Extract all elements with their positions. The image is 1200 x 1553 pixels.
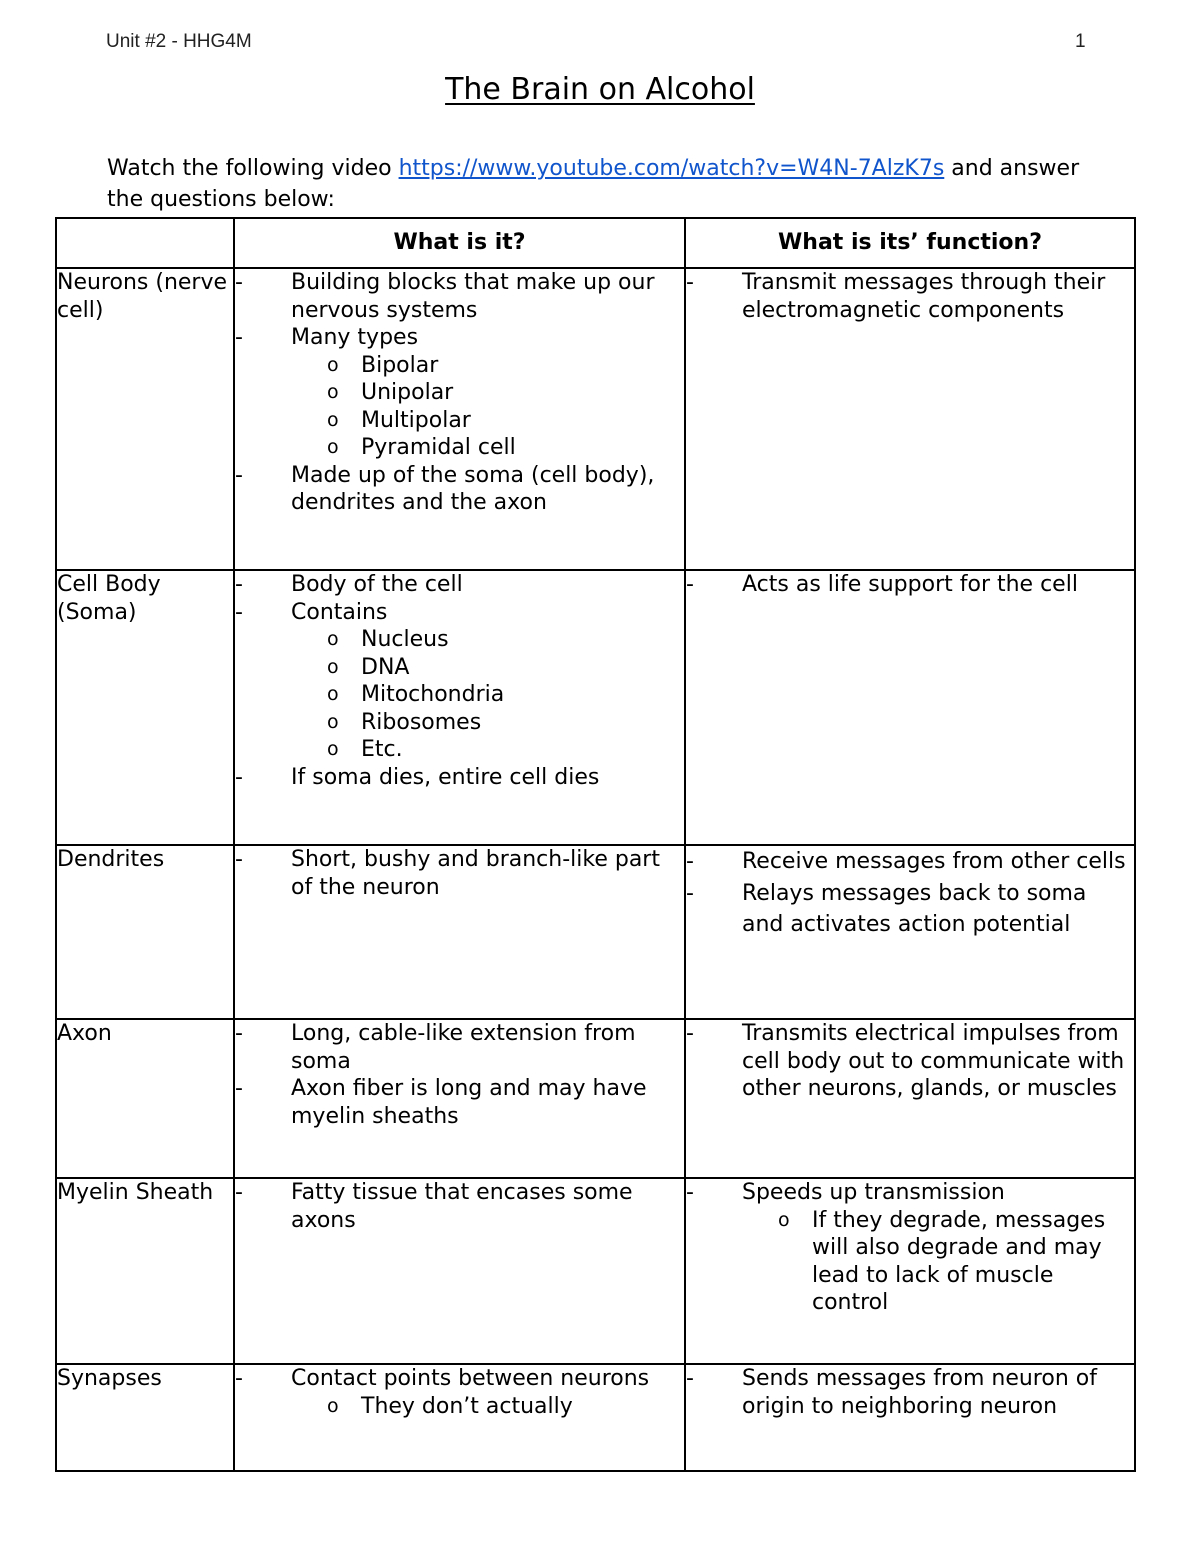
- sub-list-item: o Etc.: [327, 737, 403, 762]
- list-item: - If soma dies, entire cell dies: [235, 764, 600, 790]
- sub-list-item: o They don’t actually: [327, 1393, 573, 1419]
- list-item: - Long, cable-like extension from soma: [235, 1021, 636, 1074]
- function-cell: [685, 1364, 1135, 1471]
- sub-list-item: o Nucleus: [327, 627, 449, 652]
- what-cell: [234, 845, 685, 1019]
- sub-list-item: o Multipolar: [327, 407, 471, 433]
- row-term: Neurons (nerve cell): [56, 268, 234, 570]
- sub-list-item: o Bipolar: [327, 352, 439, 378]
- what-cell: [234, 1178, 685, 1364]
- list-item: - Many types o Bipolar o Unipolar o Multipolar o Pyramidal cell: [235, 324, 684, 462]
- sub-list-item: o Ribosomes: [327, 709, 482, 735]
- function-cell: [685, 1178, 1135, 1364]
- sub-list-item: o Unipolar: [327, 380, 454, 405]
- row-term: Dendrites: [56, 845, 234, 1019]
- list-item: - Contains o Nucleus o DNA o Mitochondria o Ribosomes o Etc.: [235, 599, 684, 764]
- header-blank-cell: [56, 218, 234, 268]
- page-number: 1: [1075, 31, 1086, 52]
- list-item: - Sends messages from neuron of origin to neighboring neuron: [686, 1366, 1097, 1419]
- list-item: - Relays messages back to soma and activates action potential: [686, 880, 1087, 937]
- row-term: Myelin Sheath: [56, 1178, 234, 1364]
- table-row: [56, 1178, 1135, 1364]
- function-cell: [685, 845, 1135, 1019]
- list-item: - Transmits electrical impulses from cell body out to communicate with other neurons, glands, or muscles: [686, 1021, 1125, 1101]
- list-item: - Acts as life support for the cell: [686, 572, 1078, 597]
- list-item: - Body of the cell: [235, 572, 463, 597]
- video-link[interactable]: https://www.youtube.com/watch?v=W4N-7AlzK7s: [398, 156, 945, 181]
- table-row: [56, 268, 1135, 570]
- intro-paragraph: Watch the following video https://www.youtube.com/watch?v=W4N-7AlzK7s and answer the questions below:: [107, 156, 1080, 212]
- table-row: [56, 1364, 1135, 1471]
- table-row: [56, 1019, 1135, 1178]
- list-item: - Receive messages from other cells: [686, 849, 1126, 874]
- header-function: What is its’ function?: [685, 218, 1135, 268]
- list-item: - Transmit messages through their electromagnetic components: [686, 270, 1106, 323]
- table-row: [56, 845, 1135, 1019]
- document-title: The Brain on Alcohol: [445, 72, 755, 107]
- row-term: Axon: [56, 1019, 234, 1178]
- sub-list-item: o Pyramidal cell: [327, 435, 516, 460]
- list-item: - Fatty tissue that encases some axons: [235, 1180, 633, 1233]
- running-header: Unit #2 - HHG4M: [106, 31, 252, 52]
- what-cell: [234, 570, 685, 845]
- function-cell: [685, 268, 1135, 570]
- function-cell: [685, 570, 1135, 845]
- sub-list-item: o If they degrade, messages will also degrade and may lead to lack of muscle control: [778, 1207, 1106, 1315]
- table-header-row: [56, 218, 1135, 268]
- sub-list-item: o Mitochondria: [327, 682, 505, 707]
- list-item: - Building blocks that make up our nervous systems: [235, 270, 655, 323]
- row-term: Synapses: [56, 1364, 234, 1471]
- table-row: [56, 570, 1135, 845]
- what-cell: [234, 268, 685, 570]
- neuron-table: [55, 217, 1136, 1472]
- list-item: - Short, bushy and branch-like part of the neuron: [235, 847, 660, 900]
- list-item: - Speeds up transmission o If they degrade, messages will also degrade and may lead to lack of muscle control: [686, 1179, 1134, 1317]
- header-what-is-it: What is it?: [234, 218, 685, 268]
- list-item: - Axon fiber is long and may have myelin sheaths: [235, 1076, 647, 1129]
- sub-list-item: o DNA: [327, 654, 410, 680]
- function-cell: [685, 1019, 1135, 1178]
- list-item: - Contact points between neurons o They don’t actually: [235, 1365, 684, 1420]
- what-cell: [234, 1019, 685, 1178]
- row-term: Cell Body (Soma): [56, 570, 234, 845]
- list-item: - Made up of the soma (cell body), dendrites and the axon: [235, 462, 655, 515]
- what-cell: [234, 1364, 685, 1471]
